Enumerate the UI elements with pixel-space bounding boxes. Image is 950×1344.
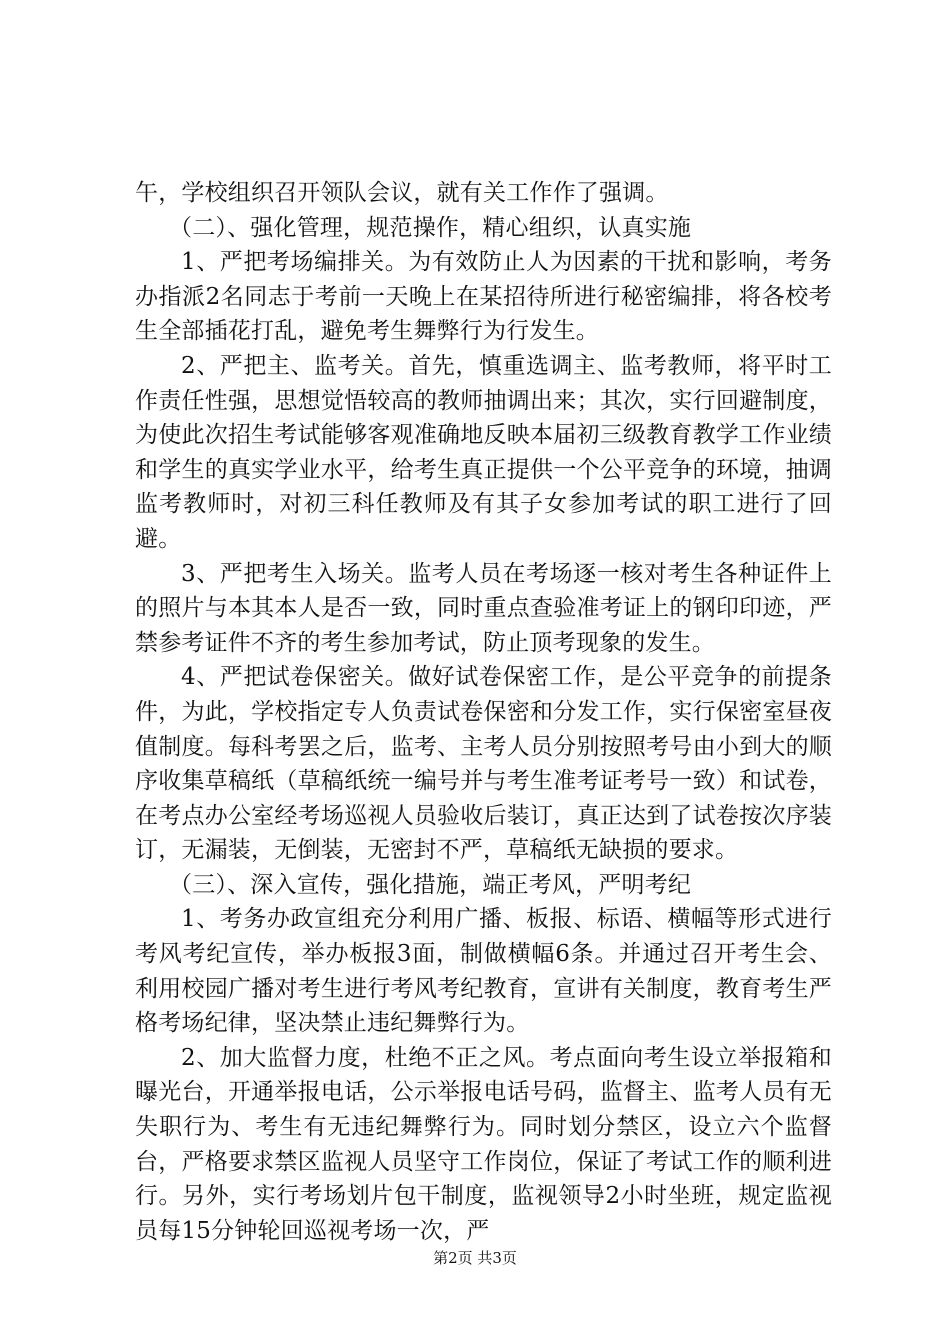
document-body — [135, 176, 832, 1248]
section-heading-3: （三）、深入宣传，强化措施，端正考风，严明考纪 — [169, 871, 692, 898]
paragraph-paper-confidentiality: 4、严把试卷保密关。做好试卷保密工作，是公平竞争的前提条件，为此，学校指定专人负责试卷保密和分发工作，实行保密室昼夜值制度。每科考罢之后，监考、主考人员分别按照考号由小到大的顺序收集草稿纸（草稿纸统一编号并与考生准考证考号一致）和试卷，在考点办公室经考场巡视人员验收后装订，真正达到了试卷按次序装订，无漏装，无倒装，无密封不严，草稿纸无缺损的要求。 — [135, 664, 832, 864]
paragraph-exam-room-arrangement: 1、严把考场编排关。为有效防止人为因素的干扰和影响，考务办指派2名同志于考前一天晚上在某招待所进行秘密编排，将各校考生全部插花打乱，避免考生舞弊行为行发生。 — [135, 249, 832, 345]
paragraph-candidate-entry: 3、严把考生入场关。监考人员在考场逐一核对考生各种证件上的照片与本其本人是否一致，同时重点查验准考证上的钢印印迹，严禁参考证件不齐的考生参加考试，防止顶考现象的发生。 — [135, 560, 832, 656]
paragraph-publicity: 1、考务办政宣组充分利用广播、板报、标语、横幅等形式进行考风考纪宣传，举办板报3面，制做横幅6条。并通过召开考生会、利用校园广播对考生进行考风考纪教育，宣讲有关制度，教育考生严格考场纪律，坚决禁止违纪舞弊行为。 — [135, 906, 832, 1037]
section-heading-2: （二）、强化管理，规范操作，精心组织，认真实施 — [169, 214, 692, 241]
paragraph-invigilator-selection: 2、严把主、监考关。首先，慎重选调主、监考教师，将平时工作责任性强，思想觉悟较高的教师抽调出来；其次，实行回避制度，为使此次招生考试能够客观准确地反映本届初三级教育教学工作业绩和学生的真实学业水平，给考生真正提供一个公平竞争的环境，抽调监考教师时，对初三科任教师及有其子女参加考试的职工进行了回避。 — [135, 352, 832, 552]
paragraph-supervision: 2、加大监督力度，杜绝不正之风。考点面向考生设立举报箱和曝光台，开通举报电话，公示举报电话号码，监督主、监考人员有无失职行为、考生有无违纪舞弊行为。同时划分禁区，设立六个监督台，严格要求禁区监视人员坚守工作岗位，保证了考试工作的顺利进行。另外，实行考场划片包干制度，监视领导2小时坐班，规定监视员每15分钟轮回巡视考场一次，严 — [135, 1044, 832, 1244]
paragraph-continuation: 午，学校组织召开领队会议，就有关工作作了强调。 — [135, 180, 669, 206]
page-footer: 第2页 共3页 — [433, 1249, 517, 1267]
